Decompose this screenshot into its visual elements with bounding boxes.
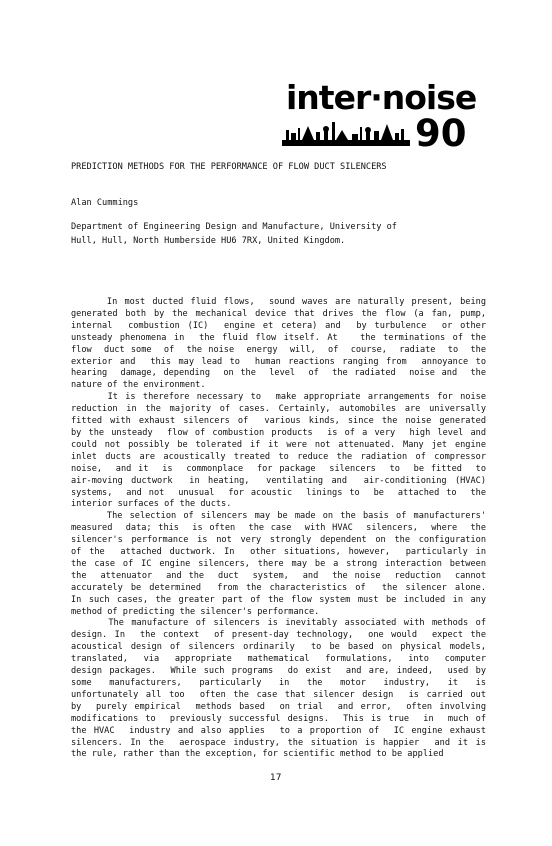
body-line: reduction in the majority of cases. Certainly, automobiles are universally: [71, 404, 486, 415]
body-line: noise, and it is commonplace for package silencers to be fitted to: [71, 463, 486, 474]
body-line: air-moving ductwork in heating, ventilating and air-conditioning (HVAC): [71, 475, 486, 486]
author-affiliation: [71, 220, 397, 248]
body-line: the attenuator and the duct system, and the noise reduction cannot: [71, 570, 486, 581]
body-line: of the attached ductwork. In other situations, however, particularly in: [71, 547, 486, 558]
body-line: accurately be determined from the characteristics of the silencer alone.: [71, 582, 486, 593]
body-line: nature of the environment.: [71, 380, 206, 391]
paper-title: PREDICTION METHODS FOR THE PERFORMANCE OF FLOW DUCT SILENCERS: [71, 162, 387, 172]
body-line: unsteady phenomena in the fluid flow itself. At the terminations of the: [71, 332, 486, 343]
body-line: internal combustion (IC) engine et cetera) and by turbulence or other: [71, 320, 486, 331]
logo-silhouette-graphic: [282, 118, 410, 148]
body-line: systems, and not unusual for acoustic linings to be attached to the: [71, 487, 486, 498]
body-line: exterior and this may lead to human reactions ranging from annoyance to: [71, 356, 486, 367]
body-line: fitted with exhaust silencers of various kinds, since the noise generated: [71, 416, 486, 427]
body-line: design. In the context of present-day technology, one would expect the: [71, 630, 486, 641]
author-name: Alan Cummings: [71, 198, 139, 208]
body-line: the case of IC engine silencers, there may be a strong interaction between: [71, 558, 486, 569]
body-line: It is therefore necessary to make appropriate arrangements for noise: [71, 392, 486, 403]
body-line: The selection of silencers may be made on the basis of manufacturers': [71, 511, 486, 522]
paper-body-text: [71, 297, 486, 761]
body-line: method of predicting the silencer's performance.: [71, 606, 320, 617]
affiliation-line: Hull, Hull, North Humberside HU6 7RX, United Kingdom.: [71, 236, 346, 246]
body-line: interior surfaces of the ducts.: [71, 499, 232, 510]
body-line: flow duct some of the noise energy will, of course, radiate to the: [71, 344, 486, 355]
body-line: In such cases, the greater part of the flow system must be included in any: [71, 594, 486, 605]
page-number: 17: [270, 773, 282, 783]
body-line: modifications to previously successful designs. This is true in much of: [71, 713, 486, 724]
body-line: silencers. In the aerospace industry, the situation is happier and it is: [71, 737, 486, 748]
body-line: translated, via appropriate mathematical formulations, into computer: [71, 654, 486, 665]
body-line: measured data; this is often the case with HVAC silencers, where the: [71, 523, 486, 534]
body-line: In most ducted fluid flows, sound waves are naturally present, being: [71, 297, 486, 307]
body-line: the rule, rather than the exception, for scientific method to be applied: [71, 749, 444, 760]
body-line: design packages. While such programs do exist and are, indeed, used by: [71, 666, 486, 677]
logo-wordmark: inter·noise: [286, 78, 477, 117]
body-line: acoustical design of silencers ordinarily to be based on physical models,: [71, 642, 486, 653]
body-line: some manufacturers, particularly in the motor industry, it is: [71, 678, 486, 688]
body-line: by the unsteady flow of combustion products is of a very high level and: [71, 427, 486, 438]
body-line: silencer's performance is not very strongly dependent on the configuration: [71, 535, 486, 546]
body-line: could not possibly be tolerated if it were not attenuated. Many jet engine: [71, 439, 486, 450]
conference-logo: [280, 78, 477, 155]
body-line: inlet ducts are acoustically treated to reduce the radiation of compressor: [71, 451, 486, 462]
body-line: the HVAC industry and also applies to a proportion of IC engine exhaust: [71, 725, 486, 736]
body-line: hearing damage, depending on the level of the radiated noise and the: [71, 368, 486, 379]
logo-year: 90: [415, 112, 467, 155]
body-line: unfortunately all too often the case that silencer design is carried out: [71, 689, 486, 700]
body-line: The manufacture of silencers is inevitably associated with methods of: [71, 618, 486, 629]
body-line: generated both by the mechanical device that drives the flow (a fan, pump,: [71, 308, 486, 319]
body-line: by purely empirical methods based on trial and error, often involving: [71, 701, 486, 712]
affiliation-line: Department of Engineering Design and Manufacture, University of: [71, 222, 397, 232]
